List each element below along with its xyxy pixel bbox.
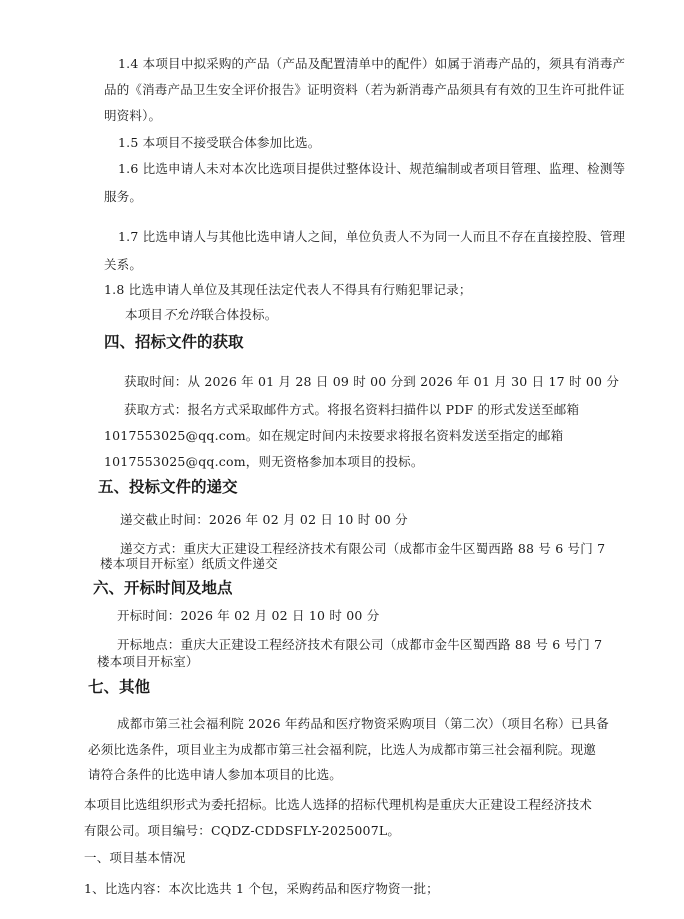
section-5-heading: 五、投标文件的递交 <box>98 478 238 496</box>
other-line-5: 有限公司。项目编号：CQDZ-CDDSFLY-2025007L。 <box>84 823 401 838</box>
not-allowed-text: 不允许 <box>163 307 202 322</box>
other-line-4: 本项目比选组织形式为委托招标。比选人选择的招标代理机构是重庆大正建设工程经济技术 <box>84 797 593 812</box>
other-line-3: 请符合条件的比选申请人参加本项目的比选。 <box>88 767 343 782</box>
clause-1-4-line-3: 明资料）。 <box>104 108 162 123</box>
project-basic-info-heading: 一、项目基本情况 <box>84 850 186 865</box>
acquire-email-line-1: 1017553025@qq.com。如在规定时间内未按要求将报名资料发送至指定的邮箱 <box>104 428 564 443</box>
acquire-time: 获取时间：从 2026 年 01 月 28 日 09 时 00 分到 2026 年 01 月 30 日 17 时 00 分 <box>124 374 620 389</box>
clause-1-5: 1.5 本项目不接受联合体参加比选。 <box>118 135 321 150</box>
clause-1-6-line-1: 1.6 比选申请人未对本次比选项目提供过整体设计、规范编制或者项目管理、监理、检测等 <box>118 161 626 176</box>
submission-method-line-1: 递交方式：重庆大正建设工程经济技术有限公司（成都市金牛区蜀西路 88 号 6 号门 7 <box>120 541 606 556</box>
clause-1-8: 1.8 比选申请人单位及其现任法定代表人不得具有行贿犯罪记录； <box>104 282 472 297</box>
acquire-email-line-2: 1017553025@qq.com，则无资格参加本项目的投标。 <box>104 454 424 469</box>
submission-method-line-2: 楼本项目开标室）纸质文件递交 <box>100 556 278 571</box>
clause-1-6-line-2: 服务。 <box>104 189 143 204</box>
clause-1-7-line-1: 1.7 比选申请人与其他比选申请人之间，单位负责人不为同一人而且不存在直接控股、管理 <box>118 229 626 244</box>
joint-bid-prefix: 本项目 <box>125 307 164 322</box>
section-4-heading: 四、招标文件的获取 <box>104 333 244 351</box>
joint-bid-statement <box>125 306 277 324</box>
opening-time: 开标时间：2026 年 02 月 02 日 10 时 00 分 <box>117 608 380 623</box>
joint-bid-suffix: 联合体投标。 <box>201 307 278 322</box>
section-7-heading: 七、其他 <box>88 678 151 696</box>
clause-1-4-line-2: 品的《消毒产品卫生安全评价报告》证明资料（若为新消毒产品须具有有效的卫生许可批件证 <box>104 82 625 97</box>
clause-1-4-line-1: 1.4 本项目中拟采购的产品（产品及配置清单中的配件）如属于消毒产品的，须具有消毒产 <box>118 56 626 71</box>
other-line-1: 成都市第三社会福利院 2026 年药品和医疗物资采购项目（第二次）（项目名称）已具备 <box>117 716 609 731</box>
opening-place-line-2: 楼本项目开标室） <box>97 654 199 669</box>
other-line-2: 必须比选条件，项目业主为成都市第三社会福利院，比选人为成都市第三社会福利院。现邀 <box>88 742 597 757</box>
section-6-heading: 六、开标时间及地点 <box>93 579 233 597</box>
submission-deadline: 递交截止时间：2026 年 02 月 02 日 10 时 00 分 <box>120 512 408 527</box>
acquire-method: 获取方式：报名方式采取邮件方式。将报名资料扫描件以 PDF 的形式发送至邮箱 <box>124 402 580 417</box>
opening-place-line-1: 开标地点：重庆大正建设工程经济技术有限公司（成都市金牛区蜀西路 88 号 6 号门 7 <box>117 637 603 652</box>
clause-1-7-line-2: 关系。 <box>104 257 143 272</box>
bid-content: 1、比选内容：本次比选共 1 个包，采购药品和医疗物资一批； <box>84 881 439 896</box>
